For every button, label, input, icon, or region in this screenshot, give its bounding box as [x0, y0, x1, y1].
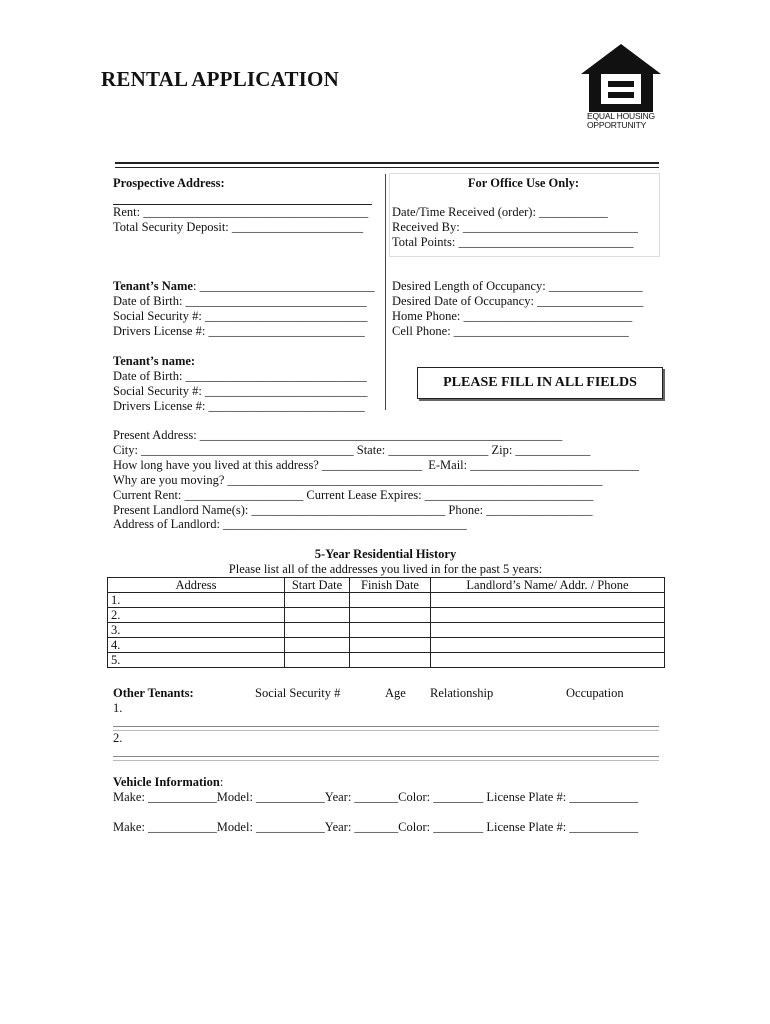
landlord-cell[interactable]: [431, 608, 665, 623]
col-occupation-label: Occupation: [566, 686, 624, 700]
tenant2-license-field[interactable]: Drivers License #: _________________________: [113, 399, 365, 413]
tenant-name-row[interactable]: [113, 279, 375, 294]
vehicle-label: Vehicle Information: [113, 775, 220, 789]
tenant-ssn-field[interactable]: Social Security #: __________________________: [113, 309, 368, 323]
present-address-field[interactable]: Present Address: __________________________________________________________: [113, 428, 563, 442]
why-moving-field[interactable]: Why are you moving? ____________________________________________________________: [113, 473, 603, 487]
date-received-field[interactable]: Date/Time Received (order): ___________: [392, 205, 608, 219]
row-number[interactable]: 4.: [108, 638, 285, 653]
security-deposit-field[interactable]: Total Security Deposit: _____________________: [113, 220, 364, 234]
col-ssn-label: Social Security #: [255, 686, 341, 700]
landlord-cell[interactable]: [431, 593, 665, 608]
col-relationship-label: Relationship: [430, 686, 494, 700]
received-by-field[interactable]: Received By: ____________________________: [392, 220, 638, 234]
finish-date-cell[interactable]: [350, 608, 431, 623]
landlord-cell[interactable]: [431, 638, 665, 653]
table-row[interactable]: [108, 608, 665, 623]
col-landlord: Landlord’s Name/ Addr. / Phone: [431, 578, 665, 593]
tenant-license-field[interactable]: Drivers License #: _________________________: [113, 324, 365, 338]
rent-field[interactable]: Rent: ____________________________________: [113, 205, 369, 219]
landlord-phone-field[interactable]: Present Landlord Name(s): _______________________________ Phone: _________________: [113, 503, 593, 517]
city-state-zip-field[interactable]: City: __________________________________ State: ________________ Zip: ____________: [113, 443, 591, 457]
start-date-cell[interactable]: [285, 608, 350, 623]
other-tenant-row-2[interactable]: 2.: [113, 731, 123, 745]
notice-text: PLEASE FILL IN ALL FIELDS: [443, 375, 637, 390]
how-long-email-field[interactable]: How long have you lived at this address? ________________ E-Mail: ___________________________: [113, 458, 639, 472]
logo-caption: [587, 112, 667, 130]
tenant2-name-label: Tenant’s name:: [113, 354, 196, 368]
vehicle-1-field[interactable]: Make: ___________Model: ___________Year: _______Color: ________ License Plate #: ___________: [113, 790, 639, 804]
logo-line-1: EQUAL HOUSING: [587, 111, 655, 121]
other-tenant-line-2[interactable]: [113, 756, 659, 761]
total-points-field[interactable]: Total Points: ____________________________: [392, 235, 634, 249]
history-subtitle: Please list all of the addresses you lived in for the past 5 years:: [228, 562, 543, 576]
col-start-date: Start Date: [285, 578, 350, 593]
fill-all-fields-notice: [417, 367, 663, 399]
start-date-cell[interactable]: [285, 593, 350, 608]
col-finish-date: Finish Date: [350, 578, 431, 593]
tenant-name-label: Tenant’s Name: [113, 279, 193, 293]
history-title: 5-Year Residential History: [314, 547, 457, 561]
tenant2-dob-field[interactable]: Date of Birth: _____________________________: [113, 369, 367, 383]
house-icon: [581, 44, 661, 114]
tenant-dob-field[interactable]: Date of Birth: _____________________________: [113, 294, 367, 308]
home-phone-field[interactable]: Home Phone: ___________________________: [392, 309, 633, 323]
vehicle-colon: :: [219, 775, 224, 789]
other-tenant-line-1[interactable]: [113, 726, 659, 731]
finish-date-cell[interactable]: [350, 623, 431, 638]
landlord-cell[interactable]: [431, 623, 665, 638]
history-table: [107, 577, 665, 668]
occupancy-date-field[interactable]: Desired Date of Occupancy: _________________: [392, 294, 644, 308]
row-number[interactable]: 2.: [108, 608, 285, 623]
start-date-cell[interactable]: [285, 653, 350, 668]
header-divider: [115, 162, 659, 168]
finish-date-cell[interactable]: [350, 593, 431, 608]
start-date-cell[interactable]: [285, 623, 350, 638]
occupancy-length-field[interactable]: Desired Length of Occupancy: _______________: [392, 279, 643, 293]
row-number[interactable]: 5.: [108, 653, 285, 668]
table-row[interactable]: [108, 638, 665, 653]
finish-date-cell[interactable]: [350, 653, 431, 668]
column-divider: [385, 174, 386, 410]
other-tenants-label: Other Tenants:: [113, 686, 194, 700]
office-use-heading: For Office Use Only:: [467, 176, 580, 190]
cell-phone-field[interactable]: Cell Phone: ____________________________: [392, 324, 629, 338]
col-age-label: Age: [385, 686, 406, 700]
tenant-name-field[interactable]: : ____________________________: [192, 279, 375, 293]
rent-lease-field[interactable]: Current Rent: ___________________ Current Lease Expires: ___________________________: [113, 488, 594, 502]
row-number[interactable]: 1.: [108, 593, 285, 608]
table-row[interactable]: [108, 623, 665, 638]
landlord-cell[interactable]: [431, 653, 665, 668]
landlord-address-field[interactable]: Address of Landlord: _______________________________________: [113, 517, 467, 531]
prospective-address-heading: Prospective Address:: [113, 176, 225, 190]
history-header-row: [108, 578, 665, 593]
vehicle-heading: [113, 775, 223, 790]
row-number[interactable]: 3.: [108, 623, 285, 638]
table-row[interactable]: [108, 653, 665, 668]
finish-date-cell[interactable]: [350, 638, 431, 653]
col-address: Address: [108, 578, 285, 593]
page-title: RENTAL APPLICATION: [101, 67, 339, 91]
other-tenant-row-1[interactable]: 1.: [113, 701, 123, 715]
tenant2-ssn-field[interactable]: Social Security #: __________________________: [113, 384, 368, 398]
logo-line-2: OPPORTUNITY: [587, 120, 647, 130]
table-row[interactable]: [108, 593, 665, 608]
vehicle-2-field[interactable]: Make: ___________Model: ___________Year: _______Color: ________ License Plate #: ___________: [113, 820, 639, 834]
start-date-cell[interactable]: [285, 638, 350, 653]
